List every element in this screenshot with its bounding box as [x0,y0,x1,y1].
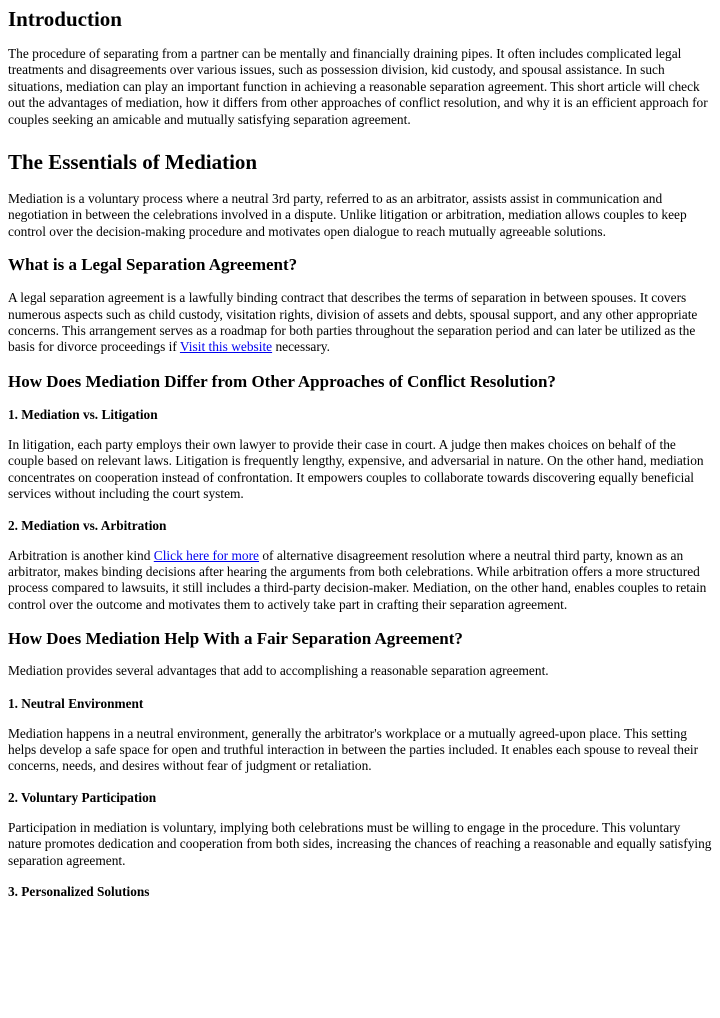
subheading-neutral-environment: 1. Neutral Environment [8,695,144,711]
subheading-voluntary-participation: 2. Voluntary Participation [8,789,157,805]
paragraph-text: necessary. [272,339,330,355]
paragraph-introduction: The procedure of separating from a partner can be mentally and financially draining pipes. It often includes complicated legal treatments and disagreements over various issues, such as possession division, kid custody, and spousal assistance. In such situations, mediation can play an important function in achieving a reasonable separation agreement. This short article will check out the advantages of mediation, how it differs from other approaches of conflict resolution, and why it is an efficient approach for couples seeking an amicable and mutually satisfying separation agreement. [8,46,708,127]
visit-website-link[interactable]: Visit this website [179,339,273,355]
paragraph-help-intro: Mediation provides several advantages that add to accomplishing a reasonable separation agreement. [8,663,549,679]
heading-introduction: Introduction [8,7,122,31]
paragraph-legal-separation-agreement [8,290,712,356]
heading-essentials-of-mediation: The Essentials of Mediation [8,150,258,175]
heading-fair-separation-agreement: How Does Mediation Help With a Fair Separation Agreement? [8,629,463,649]
paragraph-text: of alternative disagreement resolution where a neutral third party, known as an arbitrator, makes binding decisions after hearing the arguments from both celebrations. While arbitration offers a more structured process compared to lawsuits, it still includes a third-party decision-maker. Mediation, on the other hand, enables couples to retain control over the outcome and motivates them to actively take part in crafting their separation agreement. [8,547,707,612]
subheading-mediation-vs-arbitration: 2. Mediation vs. Arbitration [8,517,167,533]
paragraph-neutral-environment: Mediation happens in a neutral environment, generally the arbitrator's workplace or a mutually agreed-upon place. This setting helps develop a safe space for open and truthful interaction in between the parties included. It enables each spouse to reveal their concerns, needs, and desires without fear of judgment or retaliation. [8,725,699,774]
click-here-link[interactable]: Click here for more [153,547,260,563]
subheading-personalized-solutions: 3. Personalized Solutions [8,883,150,899]
heading-legal-separation-agreement: What is a Legal Separation Agreement? [8,255,298,275]
paragraph-text: Arbitration is another kind [8,547,154,563]
paragraph-litigation: In litigation, each party employs their own lawyer to provide their case in court. A judge then makes choices on behalf of the couple based on relevant laws. Litigation is frequently lengthy, expensive, and adversarial in nature. On the other hand, mediation concentrates on cooperation instead of confrontation. It empowers couples to collaborate towards discovering equally beneficial services without including the court system. [8,436,704,502]
paragraph-text: A legal separation agreement is a lawfully binding contract that describes the terms of separation in between spouses. It covers numerous aspects such as child custody, visitation rights, division of assets and debts, spousal support, and any other appropriate concerns. This arrangement serves as a roadmap for both parties throughout the separation period and can later be utilized as the basis for divorce proceedings if [8,290,698,355]
heading-how-mediation-differs: How Does Mediation Differ from Other Approaches of Conflict Resolution? [8,371,556,391]
paragraph-essentials: Mediation is a voluntary process where a neutral 3rd party, referred to as an arbitrator, assists assist in communication and negotiation in between the celebrations involved in a dispute. Unlike litigation or arbitration, mediation allows couples to keep control over the decision-making procedure and motivates open dialogue to reach mutually agreeable solutions. [8,191,687,239]
paragraph-arbitration [8,548,712,614]
subheading-mediation-vs-litigation: 1. Mediation vs. Litigation [8,406,158,422]
paragraph-voluntary-participation: Participation in mediation is voluntary, implying both celebrations must be willing to engage in the procedure. This voluntary nature promotes dedication and cooperation from both sides, increasing the chances of reaching a reasonable and equally satisfying separation agreement. [8,819,712,868]
